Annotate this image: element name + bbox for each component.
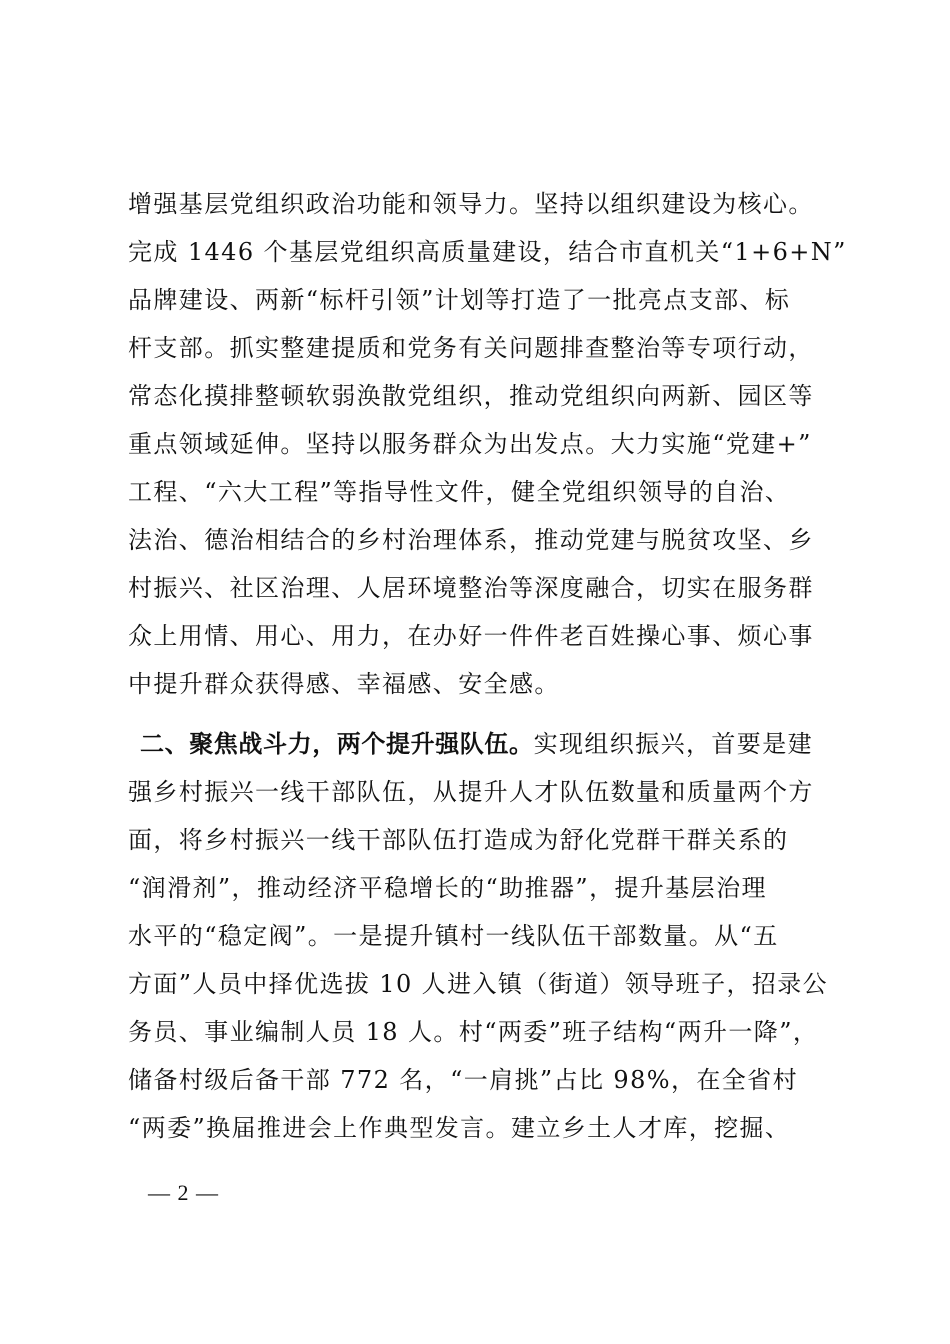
text-line: 务员、事业编制人员 18 人。村“两委”班子结构“两升一降”， <box>128 1018 819 1046</box>
text-line: 方面”人员中择优选拔 10 人进入镇（街道）领导班子，招录公 <box>128 970 829 998</box>
page-number: — 2 — <box>148 1180 219 1205</box>
text-line: 法治、德治相结合的乡村治理体系，推动党建与脱贫攻坚、乡 <box>128 526 814 554</box>
text-line: 面，将乡村振兴一线干部队伍打造成为舒化党群干群关系的 <box>128 826 789 854</box>
section-heading-line <box>128 720 848 768</box>
text-line: 完成 1446 个基层党组织高质量建设，结合市直机关“1+6+N” <box>128 238 847 266</box>
paragraph-team-building <box>128 720 848 1152</box>
text-line: “两委”换届推进会上作典型发言。建立乡土人才库，挖掘、 <box>128 1114 791 1142</box>
text-run: 实现组织振兴，首要是建 <box>533 730 814 758</box>
text-line: 中提升群众获得感、幸福感、安全感。 <box>128 670 560 698</box>
text-line: 水平的“稳定阀”。一是提升镇村一线队伍干部数量。从“五 <box>128 922 779 950</box>
text-line: 强乡村振兴一线干部队伍，从提升人才队伍数量和质量两个方 <box>128 778 814 806</box>
text-line: 常态化摸排整顿软弱涣散党组织，推动党组织向两新、园区等 <box>128 382 814 410</box>
text-line: 杆支部。抓实整建提质和党务有关问题排查整治等专项行动， <box>128 334 814 362</box>
text-line: 工程、“六大工程”等指导性文件，健全党组织领导的自治、 <box>128 478 791 506</box>
paragraph-party-organization <box>128 180 848 708</box>
text-line: 增强基层党组织政治功能和领导力。坚持以组织建设为核心。 <box>128 190 814 218</box>
text-line: 众上用情、用心、用力，在办好一件件老百姓操心事、烦心事 <box>128 622 814 650</box>
text-line: 品牌建设、两新“标杆引领”计划等打造了一批亮点支部、标 <box>128 286 791 314</box>
section-heading: 二、聚焦战斗力，两个提升强队伍。 <box>140 730 534 758</box>
text-line: 重点领域延伸。坚持以服务群众为出发点。大力实施“党建+” <box>128 430 812 458</box>
text-line: “润滑剂”，推动经济平稳增长的“助推器”，提升基层治理 <box>128 874 767 902</box>
text-line: 村振兴、社区治理、人居环境整治等深度融合，切实在服务群 <box>128 574 814 602</box>
text-line: 储备村级后备干部 772 名，“一肩挑”占比 98%，在全省村 <box>128 1066 798 1094</box>
